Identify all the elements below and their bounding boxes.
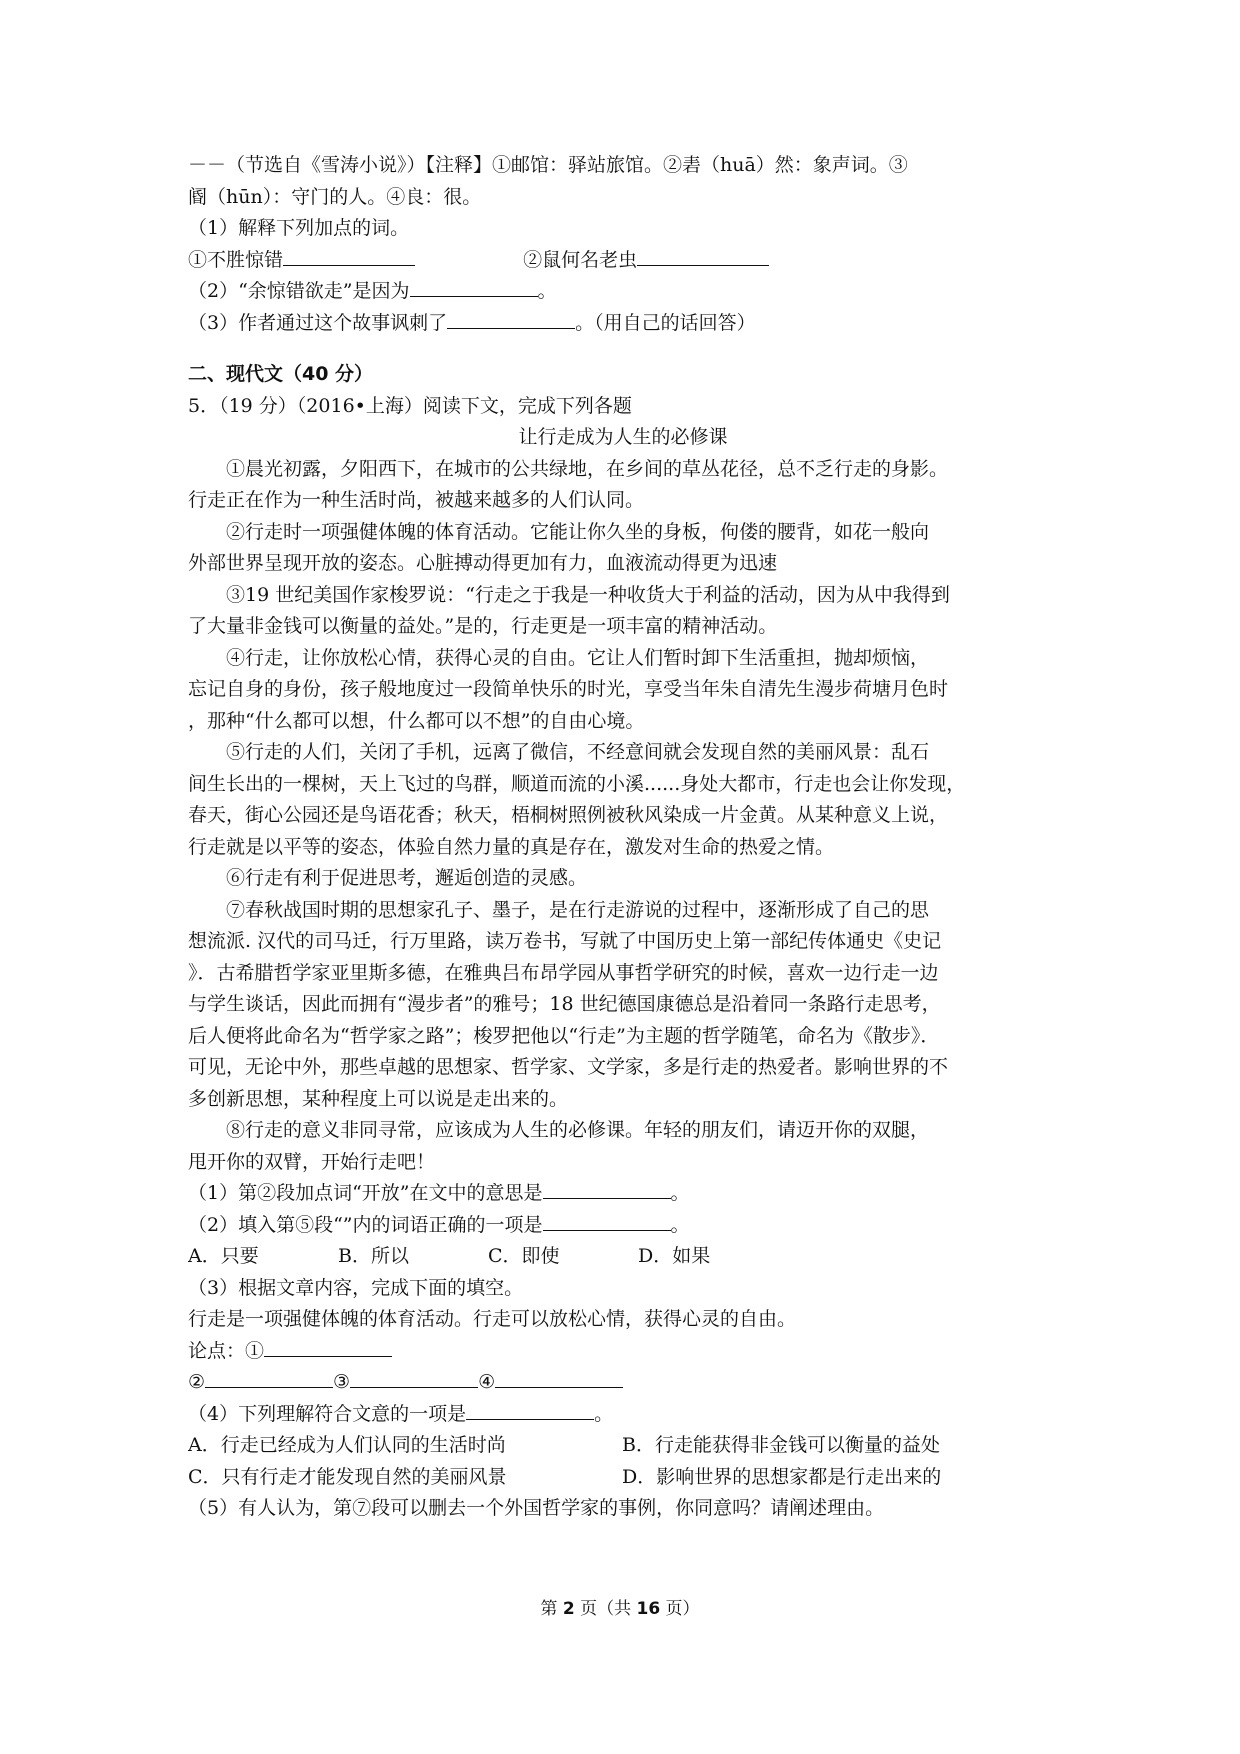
paragraph-line: 想流派. 汉代的司马迁，行万里路，读万卷书，写就了中国历史上第一部纪传体通史《史记 — [188, 930, 942, 952]
annotation-line-2: 阍（hūn）：守门的人。④良：很。 — [188, 185, 482, 208]
answer-blank[interactable] — [283, 245, 415, 266]
question-2-end: 。 — [537, 280, 557, 302]
answer-blank[interactable] — [637, 245, 769, 266]
sub-question-5: （5）有人认为，第⑦段可以删去一个外国哲学家的事例，你同意吗？请阐述理由。 — [188, 1497, 885, 1519]
question-1-prompt: （1）解释下列加点的词。 — [188, 217, 410, 239]
footer-middle: 页（共 — [574, 1599, 637, 1619]
article-paragraph — [188, 863, 1058, 895]
answer-blank[interactable] — [466, 1399, 594, 1420]
option-a[interactable]: A．只要 — [188, 1245, 259, 1267]
article-paragraph — [188, 737, 1058, 863]
sub-question-4-end: 。 — [594, 1402, 614, 1425]
point-mark-4: ④ — [478, 1371, 496, 1393]
article-paragraph — [188, 1115, 1058, 1178]
paragraph-line: 行走就是以平等的姿态，体验自然力量的真是存在，激发对生命的热爱之情。 — [188, 835, 835, 858]
paragraph-line: ②行走时一项强健体魄的体育活动。它能让你久坐的身板，佝偻的腰背，如花一般向 — [226, 520, 930, 543]
paragraph-line: 行走正在作为一种生活时尚，被越来越多的人们认同。 — [188, 489, 645, 511]
sub-question-2-end: 。 — [670, 1213, 690, 1236]
point-mark-2: ② — [188, 1371, 206, 1393]
point-mark-3: ③ — [333, 1371, 351, 1393]
sub-question-4 — [188, 1399, 1058, 1431]
answer-blank[interactable] — [543, 1178, 671, 1199]
sub-question-2-text: （2）填入第⑤段“”内的词语正确的一项是 — [188, 1213, 543, 1236]
paragraph-line: 》．古希腊哲学家亚里斯多德，在雅典吕布昂学园从事哲学研究的时候，喜欢一边行走一边 — [188, 961, 939, 984]
article-paragraph — [188, 895, 1058, 1116]
paragraph-line: 后人便将此命名为“哲学家之路”；梭罗把他以“行走”为主题的哲学随笔，命名为《散步》． — [188, 1024, 940, 1047]
paragraph-line: ⑧行走的意义非同寻常，应该成为人生的必修课。年轻的朋友们，请迈开你的双腿， — [226, 1119, 930, 1141]
paragraph-line: 甩开你的双臂，开始行走吧！ — [188, 1150, 436, 1173]
question-2 — [188, 276, 1058, 308]
sub-question-4-options-row-1 — [188, 1430, 1058, 1462]
total-pages: 16 — [636, 1599, 661, 1619]
question-3 — [188, 308, 1058, 340]
paragraph-line: 了大量非金钱可以衡量的益处。”是的，行走更是一项丰富的精神活动。 — [188, 615, 778, 637]
paragraph-line: ⑥行走有利于促进思考，邂逅创造的灵感。 — [226, 867, 588, 889]
answer-blank[interactable] — [410, 276, 538, 297]
paragraph-line: 春天，街心公园还是鸟语花香；秋天，梧桐树照例被秋风染成一片金黄。从某种意义上说， — [188, 804, 949, 826]
article-paragraph — [188, 454, 1058, 517]
page-number: 2 — [562, 1599, 575, 1619]
option-d[interactable]: D．如果 — [638, 1245, 711, 1267]
option-c[interactable]: C．即使 — [488, 1245, 560, 1267]
paragraph-line: 与学生谈话，因此而拥有“漫步者”的雅号；18 世纪德国康德总是沿着同一条路行走思考， — [188, 993, 941, 1015]
option-c[interactable]: C．只有行走才能发现自然的美丽风景 — [188, 1465, 507, 1488]
paragraph-line: ①晨光初露，夕阳西下，在城市的公共绿地，在乡间的草丛花径，总不乏行走的身影。 — [226, 457, 949, 480]
page-content — [188, 150, 1058, 1525]
question-3-text: （3）作者通过这个故事讽刺了 — [188, 311, 448, 334]
sub-question-2-options — [188, 1241, 1058, 1273]
answer-blank[interactable] — [543, 1210, 671, 1231]
paragraph-line: 外部世界呈现开放的姿态。心脏搏动得更加有力，血液流动得更为迅速 — [188, 552, 778, 574]
paragraph-line: ⑤行走的人们，关闭了手机，远离了微信，不经意间就会发现自然的美丽风景：乱石 — [226, 741, 930, 763]
question-1-item-a: ①不胜惊错 — [188, 248, 284, 271]
sub-question-4-text: （4）下列理解符合文意的一项是 — [188, 1402, 467, 1425]
sub-question-4-options-row-2 — [188, 1462, 1058, 1494]
answer-blank[interactable] — [264, 1336, 392, 1357]
sub-question-1-end: 。 — [670, 1182, 690, 1204]
option-a[interactable]: A．行走已经成为人们认同的生活时尚 — [188, 1434, 506, 1456]
paragraph-line: ，那种“什么都可以想，什么都可以不想”的自由心境。 — [188, 709, 645, 732]
article-paragraph — [188, 643, 1058, 738]
answer-blank[interactable] — [350, 1367, 478, 1388]
paragraph-line: 可见，无论中外，那些卓越的思想家、哲学家、文学家，多是行走的热爱者。影响世界的不 — [188, 1056, 949, 1078]
answer-blank[interactable] — [495, 1367, 623, 1388]
points-label: 论点：① — [188, 1339, 265, 1362]
section-title: 二、现代文（40 分） — [188, 363, 374, 385]
article-paragraph — [188, 517, 1058, 580]
sub-question-3: （3）根据文章内容，完成下面的填空。 — [188, 1276, 524, 1299]
sub-question-3-points-1 — [188, 1336, 1058, 1368]
question-1-item-b: ②鼠何名老虫 — [523, 248, 638, 271]
sub-question-2 — [188, 1210, 1058, 1242]
annotation-line-1: －－（节选自《雪涛小说》）【注释】①邮馆：驿站旅馆。②砉（huā）然：象声词。③ — [188, 154, 908, 176]
option-b[interactable]: B．所以 — [338, 1245, 409, 1267]
answer-blank[interactable] — [447, 308, 575, 329]
sub-question-3-points-2 — [188, 1367, 1058, 1399]
paragraph-line: 多创新思想，某种程度上可以说是走出来的。 — [188, 1087, 569, 1110]
option-b[interactable]: B．行走能获得非金钱可以衡量的益处 — [622, 1434, 940, 1456]
sub-question-1 — [188, 1178, 1058, 1210]
article-paragraph — [188, 580, 1058, 643]
page-footer — [0, 1594, 1240, 1619]
option-d[interactable]: D．影响世界的思想家都是行走出来的 — [622, 1465, 942, 1488]
question-5-intro: 5．（19 分）（2016•上海）阅读下文，完成下列各题 — [188, 394, 632, 417]
paragraph-line: ④行走，让你放松心情，获得心灵的自由。它让人们暂时卸下生活重担，抛却烦恼， — [226, 646, 930, 669]
question-1-items — [188, 245, 1058, 277]
sub-question-3-text: 行走是一项强健体魄的体育活动。行走可以放松心情，获得心灵的自由。 — [188, 1308, 797, 1330]
paragraph-line: ⑦春秋战国时期的思想家孔子、墨子，是在行走游说的过程中，逐渐形成了自己的思 — [226, 898, 930, 921]
article-title: 让行走成为人生的必修课 — [518, 426, 728, 448]
sub-question-1-text: （1）第②段加点词“开放”在文中的意思是 — [188, 1182, 543, 1204]
paragraph-line: ③19 世纪美国作家梭罗说：“行走之于我是一种收货大于利益的活动，因为从中我得到 — [226, 583, 950, 606]
paragraph-line: 忘记自身的身份，孩子般地度过一段简单快乐的时光，享受当年朱自清先生漫步荷塘月色时 — [188, 678, 949, 700]
footer-suffix: 页） — [660, 1599, 700, 1619]
article-body — [188, 454, 1058, 1179]
question-3-end: 。（用自己的话回答） — [575, 311, 756, 334]
footer-prefix: 第 — [540, 1599, 563, 1619]
paragraph-line: 间生长出的一棵树，天上飞过的鸟群，顺道而流的小溪......身处大都市，行走也会让你发现， — [188, 772, 966, 795]
question-2-text: （2）“余惊错欲走”是因为 — [188, 280, 410, 302]
answer-blank[interactable] — [205, 1367, 333, 1388]
